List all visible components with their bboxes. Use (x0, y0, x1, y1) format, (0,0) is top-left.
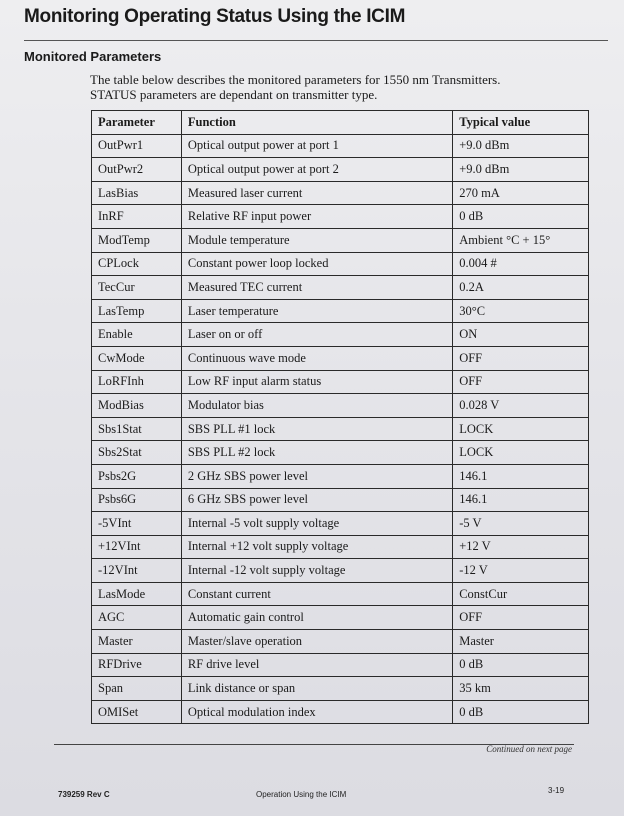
section-subheading: Monitored Parameters (24, 49, 162, 64)
table-row (92, 606, 589, 630)
function-cell: Module temperature (181, 228, 452, 252)
function-cell: Internal +12 volt supply voltage (181, 535, 452, 559)
value-cell: 146.1 (453, 488, 589, 512)
value-cell: Ambient °C + 15° (453, 228, 589, 252)
table-row (92, 346, 589, 370)
function-cell: SBS PLL #1 lock (181, 417, 452, 441)
parameter-cell: Span (92, 677, 182, 701)
monitored-parameters-table (91, 110, 589, 724)
function-cell: Optical output power at port 1 (181, 134, 452, 158)
parameter-cell: RFDrive (92, 653, 182, 677)
value-cell: 0.028 V (453, 394, 589, 418)
function-cell: Link distance or span (181, 677, 452, 701)
table-row (92, 299, 589, 323)
parameter-cell: OMISet (92, 700, 182, 724)
table-row (92, 252, 589, 276)
function-cell: Continuous wave mode (181, 346, 452, 370)
value-cell: OFF (453, 606, 589, 630)
table-row (92, 228, 589, 252)
parameter-cell: CwMode (92, 346, 182, 370)
table-row (92, 512, 589, 536)
table-row (92, 441, 589, 465)
function-cell: Laser temperature (181, 299, 452, 323)
value-cell: OFF (453, 370, 589, 394)
parameter-cell: AGC (92, 606, 182, 630)
parameter-cell: Psbs2G (92, 464, 182, 488)
parameter-cell: Sbs2Stat (92, 441, 182, 465)
intro-line-2: STATUS parameters are dependant on transmitter type. (90, 87, 378, 102)
table-row (92, 559, 589, 583)
function-cell: Constant current (181, 582, 452, 606)
function-cell: Low RF input alarm status (181, 370, 452, 394)
function-cell: RF drive level (181, 653, 452, 677)
parameter-cell: Sbs1Stat (92, 417, 182, 441)
intro-paragraph (90, 72, 570, 102)
value-cell: LOCK (453, 417, 589, 441)
section-title: Operation Using the ICIM (256, 790, 347, 799)
function-cell: Relative RF input power (181, 205, 452, 229)
parameter-cell: LoRFInh (92, 370, 182, 394)
table-row (92, 653, 589, 677)
parameter-cell: TecCur (92, 276, 182, 300)
value-cell: +9.0 dBm (453, 134, 589, 158)
parameter-cell: LasBias (92, 181, 182, 205)
function-cell: Optical output power at port 2 (181, 158, 452, 182)
table-row (92, 700, 589, 724)
table-row (92, 630, 589, 654)
function-cell: Measured laser current (181, 181, 452, 205)
parameter-cell: +12VInt (92, 535, 182, 559)
parameter-cell: Enable (92, 323, 182, 347)
table-row (92, 323, 589, 347)
table-row (92, 488, 589, 512)
table-body (92, 134, 589, 724)
table-row (92, 677, 589, 701)
page-heading: Monitoring Operating Status Using the ICIM (24, 6, 406, 27)
document-number: 739259 Rev C (58, 790, 110, 799)
parameter-cell: CPLock (92, 252, 182, 276)
value-cell: 0 dB (453, 205, 589, 229)
parameter-cell: -5VInt (92, 512, 182, 536)
function-cell: Automatic gain control (181, 606, 452, 630)
parameter-cell: LasTemp (92, 299, 182, 323)
value-cell: -5 V (453, 512, 589, 536)
table-row (92, 394, 589, 418)
function-cell: Master/slave operation (181, 630, 452, 654)
table-header-row (92, 111, 589, 135)
function-cell: Internal -5 volt supply voltage (181, 512, 452, 536)
function-cell: Measured TEC current (181, 276, 452, 300)
column-header-parameter: Parameter (92, 111, 182, 135)
value-cell: 0 dB (453, 653, 589, 677)
function-cell: Constant power loop locked (181, 252, 452, 276)
value-cell: LOCK (453, 441, 589, 465)
value-cell: Master (453, 630, 589, 654)
table-row (92, 417, 589, 441)
table-row (92, 535, 589, 559)
column-header-typical-value: Typical value (453, 111, 589, 135)
function-cell: 2 GHz SBS power level (181, 464, 452, 488)
parameter-cell: Psbs6G (92, 488, 182, 512)
table-row (92, 464, 589, 488)
value-cell: 270 mA (453, 181, 589, 205)
heading-rule (24, 40, 608, 41)
continued-note: Continued on next page (486, 744, 572, 754)
value-cell: ConstCur (453, 582, 589, 606)
parameter-cell: OutPwr2 (92, 158, 182, 182)
function-cell: SBS PLL #2 lock (181, 441, 452, 465)
table-row (92, 370, 589, 394)
table-row (92, 276, 589, 300)
value-cell: +9.0 dBm (453, 158, 589, 182)
parameter-cell: -12VInt (92, 559, 182, 583)
table-row (92, 582, 589, 606)
parameter-cell: ModBias (92, 394, 182, 418)
intro-line-1: The table below describes the monitored parameters for 1550 nm Transmitters. (90, 72, 501, 87)
function-cell: Optical modulation index (181, 700, 452, 724)
table-row (92, 181, 589, 205)
parameter-cell: InRF (92, 205, 182, 229)
value-cell: 146.1 (453, 464, 589, 488)
parameter-cell: LasMode (92, 582, 182, 606)
function-cell: Modulator bias (181, 394, 452, 418)
value-cell: 0 dB (453, 700, 589, 724)
function-cell: Internal -12 volt supply voltage (181, 559, 452, 583)
column-header-function: Function (181, 111, 452, 135)
function-cell: 6 GHz SBS power level (181, 488, 452, 512)
table-row (92, 134, 589, 158)
value-cell: -12 V (453, 559, 589, 583)
value-cell: 30°C (453, 299, 589, 323)
value-cell: OFF (453, 346, 589, 370)
value-cell: ON (453, 323, 589, 347)
parameter-cell: ModTemp (92, 228, 182, 252)
value-cell: 0.2A (453, 276, 589, 300)
parameter-cell: Master (92, 630, 182, 654)
page-number: 3-19 (548, 786, 565, 795)
value-cell: 0.004 # (453, 252, 589, 276)
value-cell: 35 km (453, 677, 589, 701)
parameter-cell: OutPwr1 (92, 134, 182, 158)
function-cell: Laser on or off (181, 323, 452, 347)
value-cell: +12 V (453, 535, 589, 559)
table-row (92, 205, 589, 229)
table-row (92, 158, 589, 182)
